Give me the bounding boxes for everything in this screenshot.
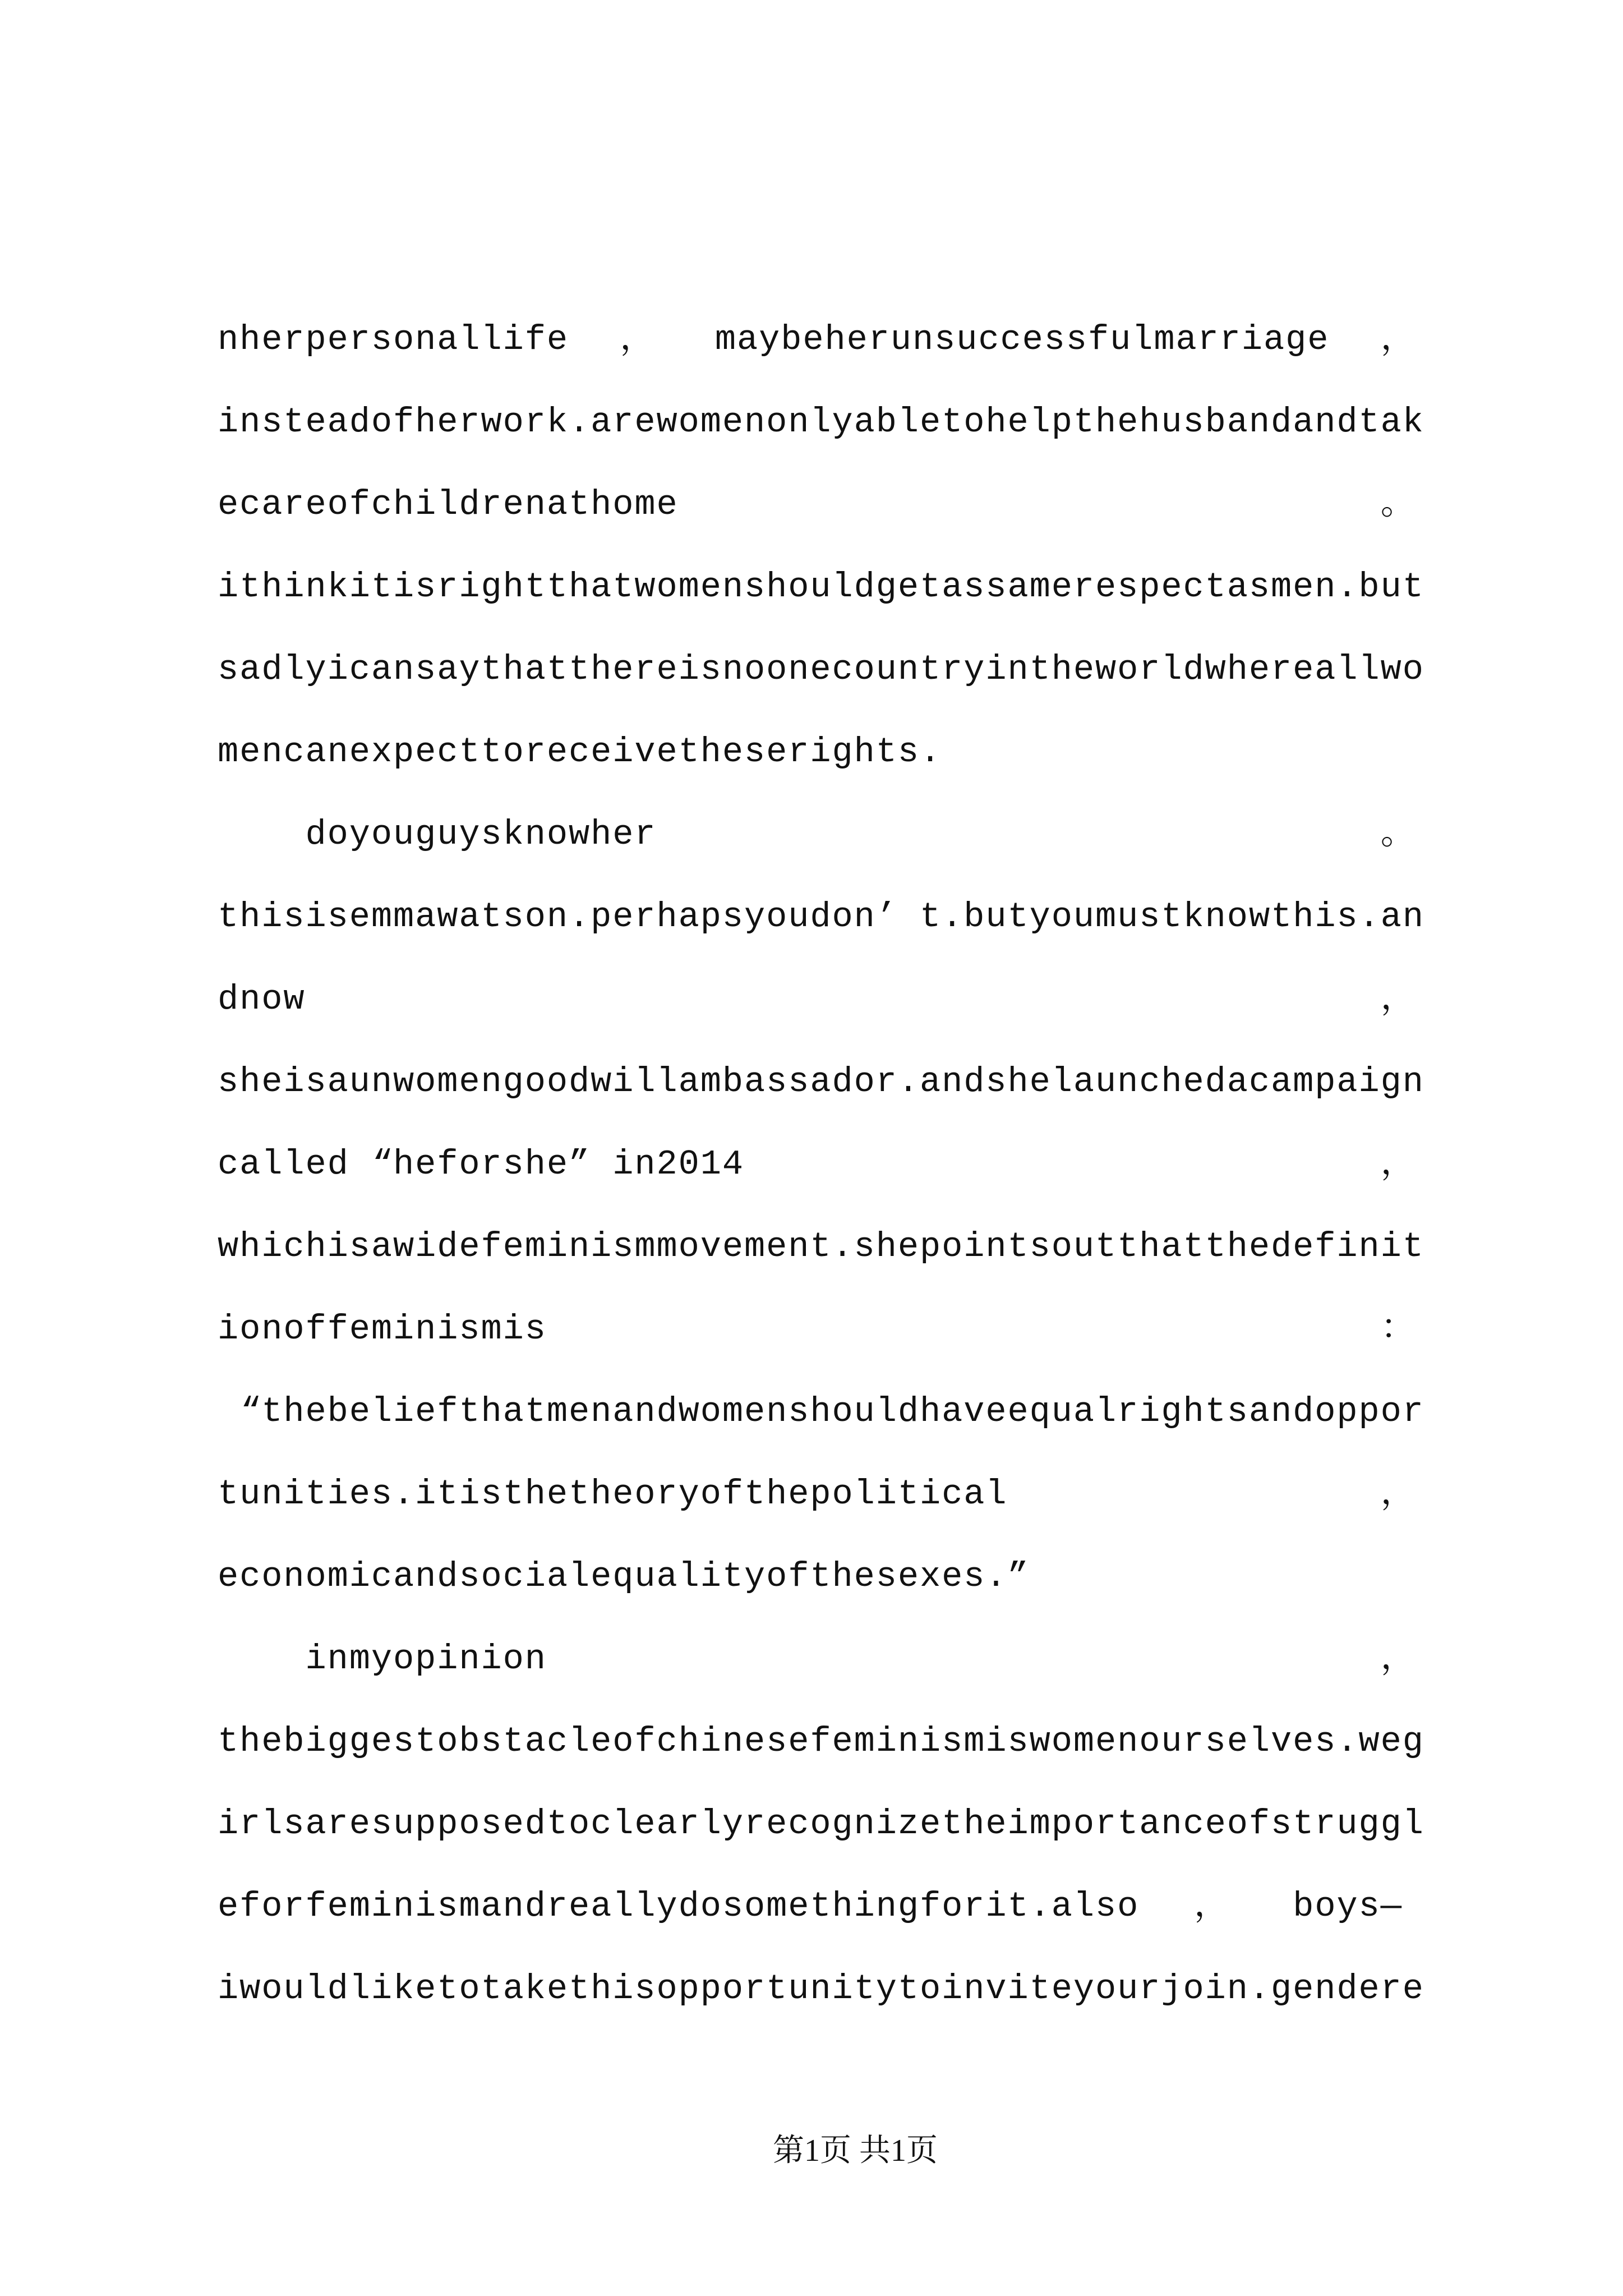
- text-segment: called “heforshe” in2014: [218, 1123, 744, 1205]
- text-segment: iwouldliketotakethisopportunitytoinviteyourjoin.gendere: [218, 1969, 1424, 2009]
- fullwidth-punctuation: “: [241, 1392, 262, 1432]
- fullwidth-punctuation: ，: [1380, 1144, 1415, 1184]
- fullwidth-punctuation: ”: [1007, 1557, 1029, 1596]
- text-segment: [1381, 298, 1424, 381]
- text-line: [218, 1205, 1424, 1288]
- fullwidth-punctuation: ，: [620, 320, 655, 360]
- fullwidth-punctuation: 。: [1380, 815, 1415, 854]
- text-line: [218, 1453, 1424, 1535]
- text-segment: [1381, 1288, 1424, 1370]
- text-line: [218, 628, 1424, 711]
- text-segment: tunities.itisthetheoryofthepolitical: [218, 1474, 1008, 1514]
- text-segment: sheisaunwomengoodwillambassador.andshelaunchedacampaign: [218, 1062, 1424, 1102]
- text-segment: [1381, 958, 1424, 1041]
- fullwidth-punctuation: —: [1380, 1887, 1401, 1926]
- text-line: [218, 958, 1424, 1041]
- text-line: [218, 711, 1424, 793]
- text-line: [218, 546, 1424, 628]
- text-line: [218, 1783, 1424, 1865]
- text-segment: inmyopinion: [305, 1639, 547, 1679]
- text-line: [218, 1041, 1424, 1123]
- text-line: [218, 1535, 1424, 1618]
- text-line: [218, 463, 1424, 546]
- fullwidth-punctuation: ”: [569, 1144, 590, 1184]
- text-segment: whichisawidefeminismmovement.shepointsoutthatthedefinit: [218, 1227, 1424, 1267]
- text-line: [218, 381, 1424, 463]
- text-segment: “thebeliefthatmenandwomenshouldhaveequalrightsandoppor: [218, 1370, 1424, 1453]
- text-line: [218, 1288, 1424, 1370]
- text-segment: thisisemmawatson.perhapsyoudon’ t.butyoumustknowthis.an: [218, 876, 1424, 958]
- text-segment: dnow: [218, 979, 306, 1019]
- fullwidth-punctuation: ’: [875, 897, 897, 937]
- paragraph-first-line: [218, 793, 1424, 876]
- text-segment: [1194, 1865, 1238, 1948]
- fullwidth-punctuation: “: [372, 1144, 394, 1184]
- text-line: [218, 1700, 1424, 1783]
- fullwidth-punctuation: ，: [1380, 1639, 1415, 1679]
- text-segment: [1381, 1618, 1424, 1700]
- document-body: [218, 298, 1424, 2030]
- fullwidth-punctuation: ，: [1194, 1887, 1229, 1926]
- text-segment: thebiggestobstacleofchinesefeminismiswomenourselves.weg: [218, 1722, 1424, 1761]
- text-segment: boys—: [1293, 1865, 1424, 1948]
- text-segment: economicandsocialequalityofthesexes.”: [218, 1535, 1052, 1618]
- text-segment: [1381, 1453, 1424, 1535]
- paragraph-first-line: [218, 1618, 1424, 1700]
- text-line: [218, 298, 1424, 381]
- text-line: [218, 1370, 1424, 1453]
- text-segment: ionoffeminismis: [218, 1309, 547, 1349]
- text-segment: sadlyicansaythatthereisnoonecountryintheworldwhereallwo: [218, 650, 1424, 689]
- text-segment: mencanexpecttoreceivetheserights.: [218, 732, 942, 772]
- text-segment: [1381, 463, 1424, 546]
- page-footer: 第1页 共1页: [773, 2133, 938, 2168]
- text-segment: maybeherunsuccessfulmarriage: [714, 320, 1330, 360]
- text-segment: ithinkitisrightthatwomenshouldgetassamerespectasmen.but: [218, 567, 1424, 607]
- text-segment: nherpersonallife: [218, 320, 569, 360]
- text-segment: ecareofchildrenathome: [218, 485, 679, 524]
- text-line: [218, 1123, 1424, 1205]
- text-segment: [1381, 793, 1424, 876]
- text-segment: doyouguysknowher: [305, 815, 657, 854]
- fullwidth-punctuation: ：: [1380, 1309, 1415, 1349]
- fullwidth-punctuation: ，: [1380, 979, 1415, 1019]
- text-segment: irlsaresupposedtoclearlyrecognizetheimportanceofstruggl: [218, 1804, 1424, 1844]
- fullwidth-punctuation: ，: [1380, 1474, 1415, 1514]
- fullwidth-punctuation: 。: [1380, 485, 1415, 524]
- text-line: [218, 1948, 1424, 2030]
- text-segment: [1381, 1123, 1424, 1205]
- fullwidth-punctuation: ，: [1380, 320, 1415, 360]
- text-line: [218, 876, 1424, 958]
- text-line: [218, 1865, 1424, 1948]
- text-segment: [620, 298, 663, 381]
- text-segment: eforfeminismandreallydosomethingforit.also: [218, 1887, 1140, 1926]
- text-segment: insteadofherwork.arewomenonlyabletohelpthehusbandandtak: [218, 402, 1424, 442]
